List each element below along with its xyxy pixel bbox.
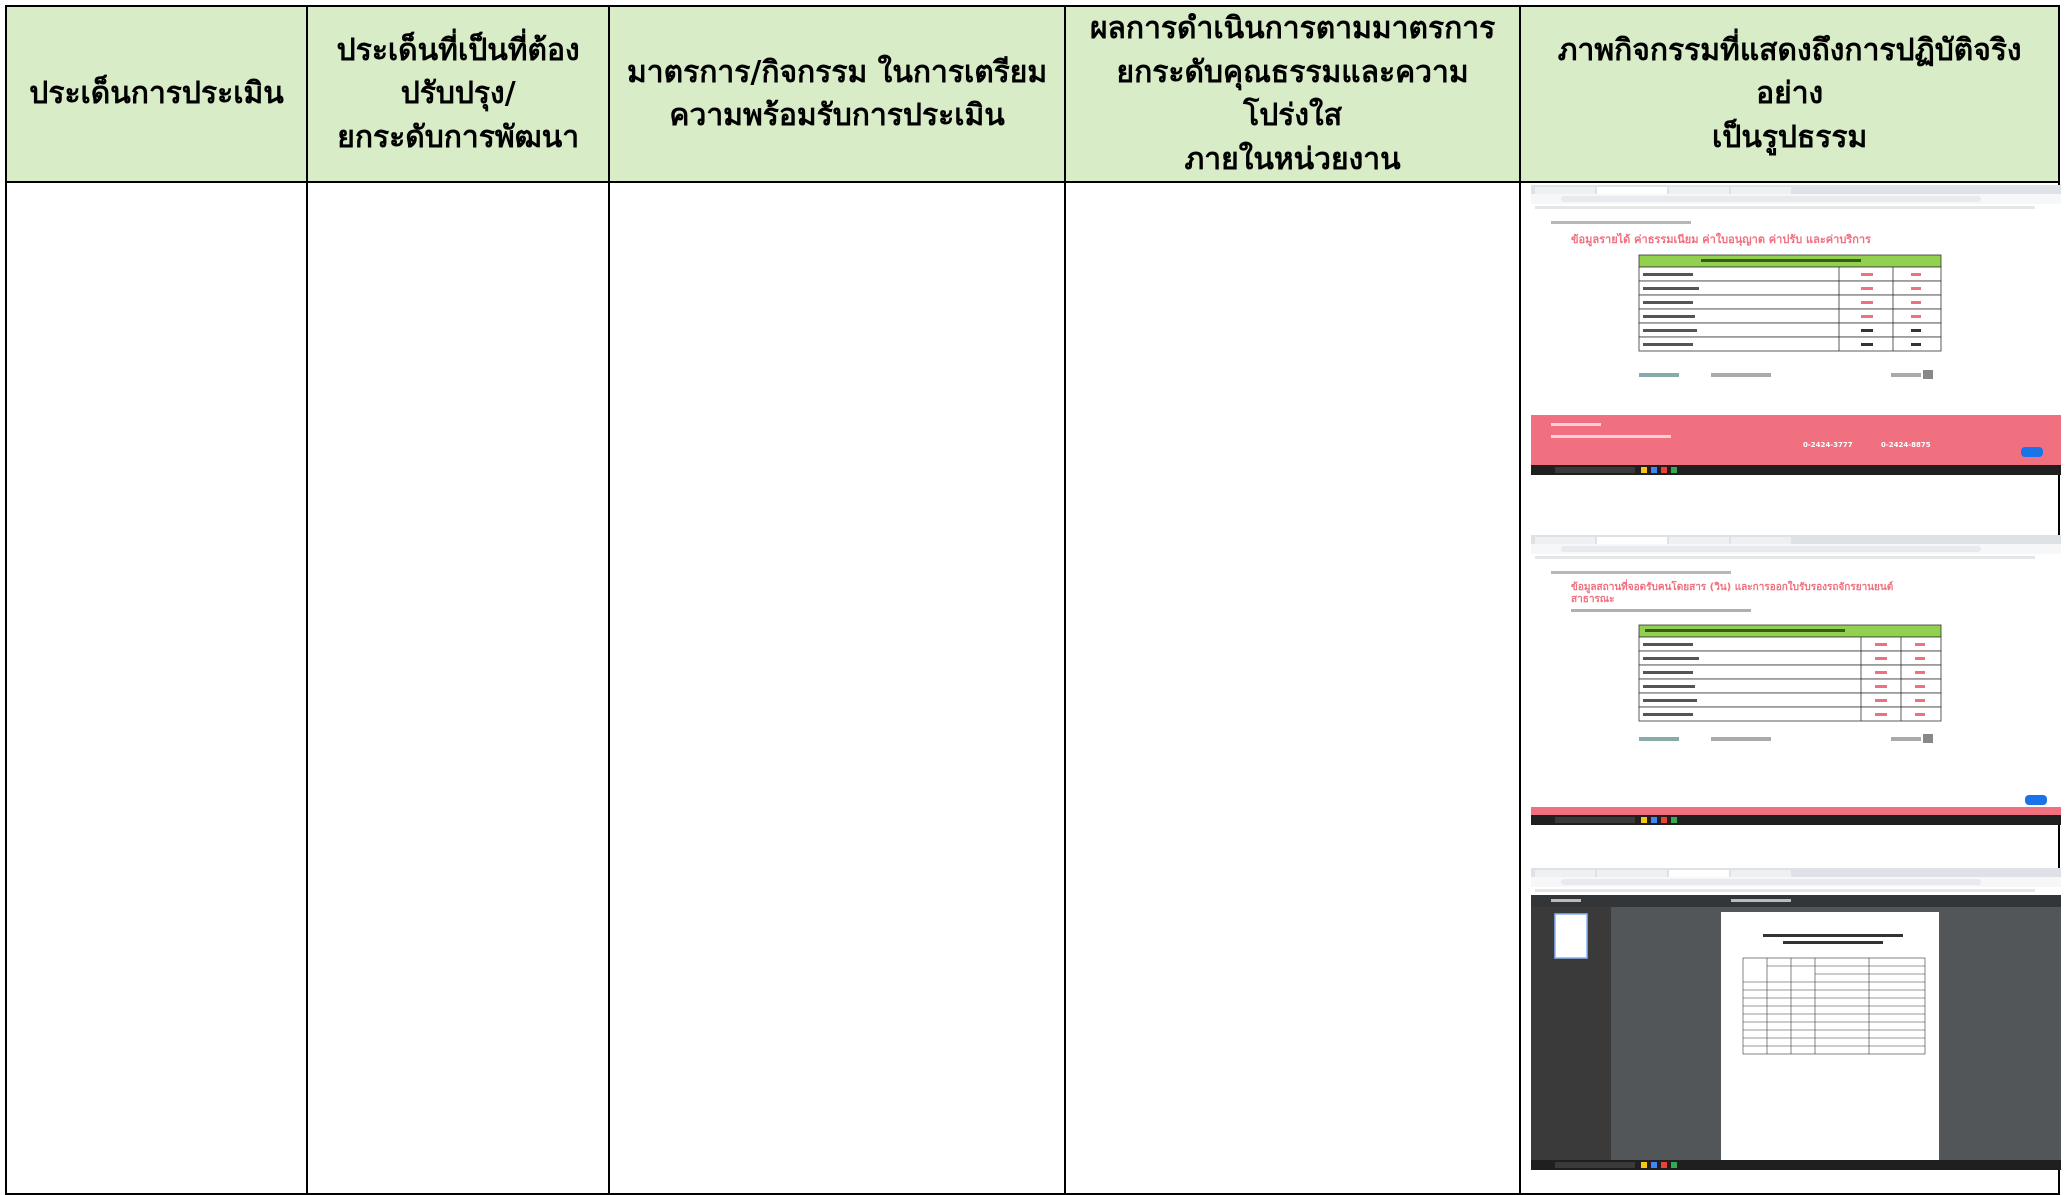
cell-results xyxy=(1065,182,1520,1194)
header-improvement-issue: ประเด็นที่เป็นที่ต้อง ปรับปรุง/ ยกระดับการพัฒนา xyxy=(307,6,609,182)
screenshot-revenue-image xyxy=(1531,185,2061,475)
header-activity-images: ภาพกิจกรรมที่แสดงถึงการปฏิบัติจริงอย่าง เป็นรูปธรรม xyxy=(1520,6,2059,182)
cell-activity-images xyxy=(1520,182,2059,1194)
screenshot-revenue-page xyxy=(1531,185,2061,475)
header-assessment-issue: ประเด็นการประเมิน xyxy=(6,6,307,182)
screenshot-pdf-viewer xyxy=(1531,868,2061,1170)
taxi-stand-heading-line-2: สาธารณะ xyxy=(1571,594,1615,605)
header-row xyxy=(6,6,2059,182)
cell-assessment-issue xyxy=(6,182,307,1194)
assessment-table xyxy=(5,5,2060,1195)
screenshot-taxi-stand-page xyxy=(1531,535,2061,825)
body-row xyxy=(6,182,2059,1194)
taxi-stand-heading-line-1: ข้อมูลสถานที่จอดรับคนโดยสาร (วิน) และการออกใบรับรองรถจักรยานยนต์ xyxy=(1571,582,1894,593)
revenue-page-heading: ข้อมูลรายได้ ค่าธรรมเนียม ค่าใบอนุญาต ค่าปรับ และค่าบริการ xyxy=(1571,233,1872,246)
header-results: ผลการดำเนินการตามมาตรการ ยกระดับคุณธรรมและความโปร่งใส ภายในหน่วยงาน xyxy=(1065,6,1520,182)
revenue-page-phone-1: 0-2424-3777 xyxy=(1803,441,1853,449)
header-measures-activities: มาตรการ/กิจกรรม ในการเตรียม ความพร้อมรับการประเมิน xyxy=(609,6,1064,182)
cell-improvement-issue xyxy=(307,182,609,1194)
cell-measures-activities xyxy=(609,182,1064,1194)
screenshot-pdf-image xyxy=(1531,868,2061,1170)
screenshot-taxi-stand-image xyxy=(1531,535,2061,825)
revenue-page-phone-2: 0-2424-8875 xyxy=(1881,441,1931,449)
